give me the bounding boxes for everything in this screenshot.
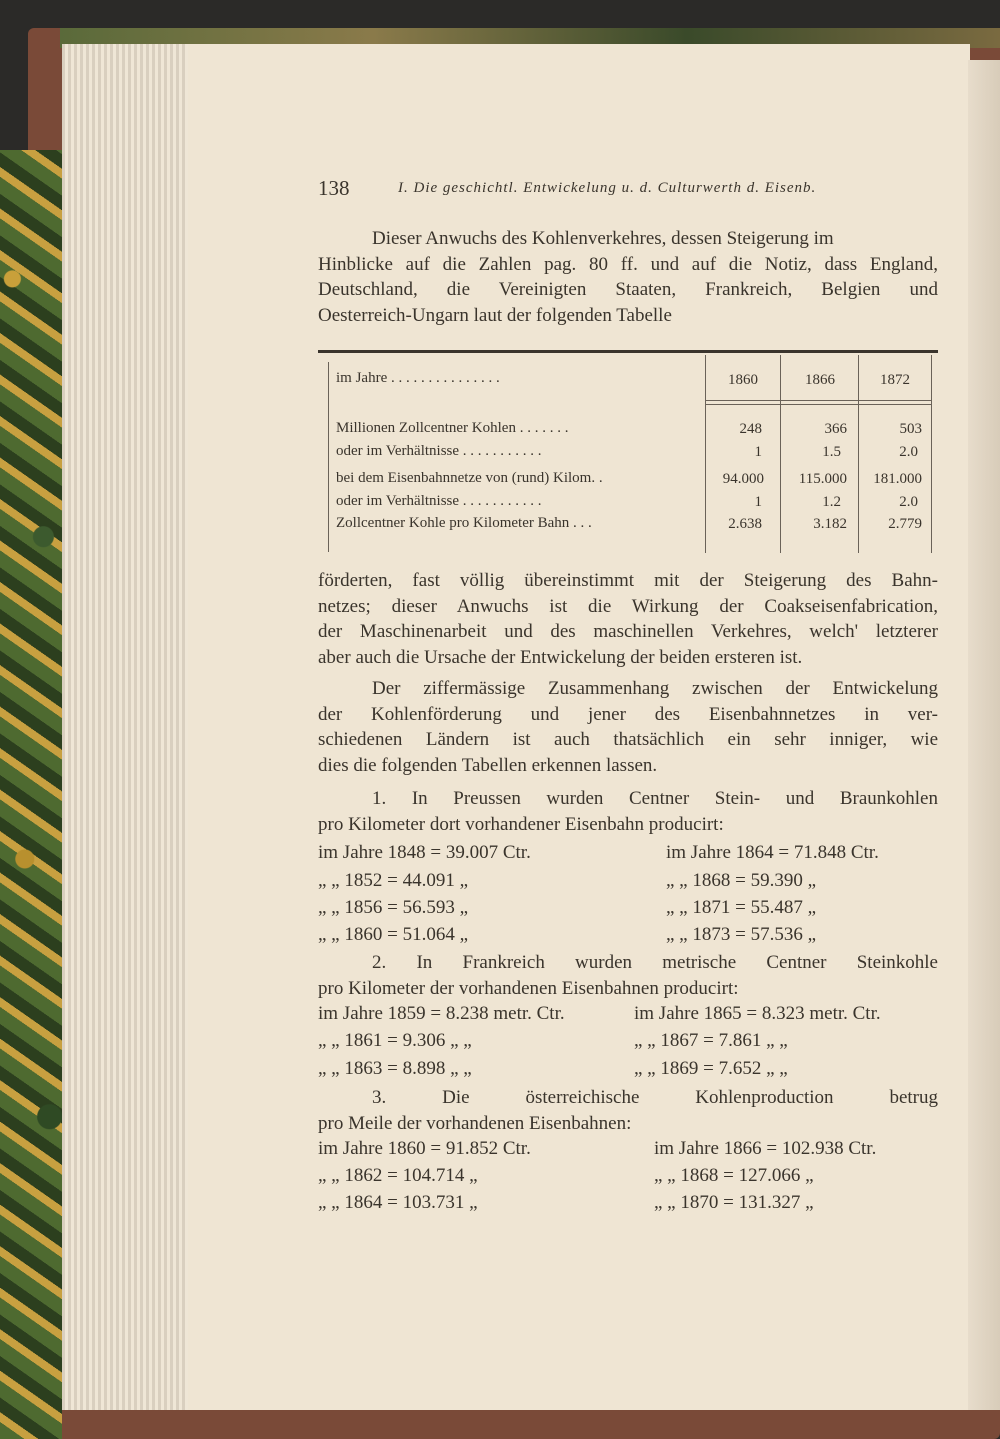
intro-paragraph (318, 226, 938, 328)
data-row (318, 897, 938, 923)
table-cell: 1.2 (822, 494, 841, 510)
page-edges (62, 44, 192, 1410)
table-year: 1866 (805, 372, 835, 388)
table-cell: 1 (754, 494, 762, 510)
table-cell: 1.5 (822, 444, 841, 460)
table-cell: 2.779 (888, 516, 922, 532)
data-left: „ „ 1862 = 104.714 „ (318, 1165, 478, 1186)
table-year: 1860 (728, 372, 758, 388)
table-col-divider (780, 355, 781, 553)
data-row (318, 870, 938, 896)
data-right: „ „ 1868 = 127.066 „ (654, 1165, 814, 1186)
table-top-rule (318, 350, 938, 353)
table-year: 1872 (880, 372, 910, 388)
table-col-divider (705, 355, 706, 553)
text-line: aber auch die Ursache der Entwickelung der beiden ersteren ist. (318, 646, 803, 668)
text-line: dies die folgenden Tabellen erkennen lassen. (318, 754, 658, 776)
facing-page-edge (968, 60, 1000, 1410)
table-cell: 503 (899, 421, 922, 437)
table-cell: 3.182 (813, 516, 847, 532)
data-left: im Jahre 1860 = 91.852 Ctr. (318, 1138, 531, 1159)
page-header (318, 176, 938, 206)
section-3-intro (318, 1085, 938, 1136)
text-line: Deutschland, die Vereinigten Staaten, Frankreich, Belgien und (318, 279, 938, 300)
table-col-divider (858, 355, 859, 553)
page-number: 138 (318, 176, 350, 200)
table-row-label: oder im Verhältnisse . . . . . . . . . . . (336, 443, 542, 459)
table-header-rule (705, 404, 931, 405)
body-paragraph (318, 676, 938, 778)
data-right: „ „ 1873 = 57.536 „ (666, 924, 817, 945)
text-line: 3. Die österreichische Kohlenproduction betrug (372, 1087, 938, 1108)
data-row (318, 1165, 938, 1191)
data-row (318, 1138, 938, 1164)
data-left: „ „ 1860 = 51.064 „ (318, 924, 469, 945)
table-row-label: oder im Verhältnisse . . . . . . . . . . . (336, 493, 542, 509)
table-cell: 115.000 (798, 471, 847, 487)
table-cell: 2.638 (728, 516, 762, 532)
data-right: „ „ 1867 = 7.861 „ „ (634, 1030, 788, 1051)
data-left: „ „ 1864 = 103.731 „ (318, 1192, 478, 1213)
data-right: „ „ 1870 = 131.327 „ (654, 1192, 814, 1213)
text-line: 1. In Preussen wurden Centner Stein- und Braunkohlen (372, 788, 938, 809)
table-cell: 94.000 (722, 471, 764, 487)
table-col-divider (328, 362, 329, 552)
text-line: Hinblicke auf die Zahlen pag. 80 ff. und auf die Notiz, dass England, (318, 253, 938, 275)
text-line: förderten, fast völlig übereinstimmt mit der Steigerung des Bahn- (318, 570, 938, 591)
data-row (318, 1058, 938, 1084)
text-line: der Maschinenarbeit und des maschinellen Verkehres, welch' letzterer (318, 621, 938, 642)
data-left: „ „ 1861 = 9.306 „ „ (318, 1030, 472, 1051)
text-line: der Kohlenförderung und jener des Eisenbahnnetzes in ver- (318, 703, 938, 725)
table-header-rule (705, 400, 931, 401)
text-line: 2. In Frankreich wurden metrische Centner Steinkohle (372, 952, 938, 973)
table-header-label: im Jahre . . . . . . . . . . . . . . . (336, 370, 500, 386)
text-line: schiedenen Ländern ist auch thatsächlich ein sehr inniger, wie (318, 729, 938, 750)
data-left: „ „ 1863 = 8.898 „ „ (318, 1058, 472, 1079)
marbled-board (0, 150, 62, 1439)
text-line: netzes; dieser Anwuchs ist die Wirkung der Coakseisenfabrication, (318, 595, 938, 617)
table-cell: 1 (754, 444, 762, 460)
data-right: im Jahre 1866 = 102.938 Ctr. (654, 1138, 877, 1159)
data-right: im Jahre 1864 = 71.848 Ctr. (666, 842, 879, 863)
data-left: im Jahre 1848 = 39.007 Ctr. (318, 842, 531, 863)
data-left: im Jahre 1859 = 8.238 metr. Ctr. (318, 1003, 565, 1024)
data-left: „ „ 1852 = 44.091 „ (318, 870, 469, 891)
data-right: „ „ 1869 = 7.652 „ „ (634, 1058, 788, 1079)
section-1-intro (318, 786, 938, 837)
body-paragraph (318, 568, 938, 670)
table-cell: 2.0 (899, 494, 918, 510)
table-cell: 181.000 (873, 471, 922, 487)
text-line: Dieser Anwuchs des Kohlenverkehres, dessen Steigerung im (372, 228, 834, 249)
table-row-label: bei dem Eisenbahnnetze von (rund) Kilom. . (336, 470, 603, 486)
table-col-divider (931, 355, 932, 553)
data-right: „ „ 1868 = 59.390 „ (666, 870, 817, 891)
table-cell: 248 (739, 421, 762, 437)
running-title: I. Die geschichtl. Entwickelung u. d. Culturwerth d. Eisenb. (398, 180, 817, 196)
section-2-intro (318, 950, 938, 1001)
data-left: „ „ 1856 = 56.593 „ (318, 897, 469, 918)
table-cell: 2.0 (899, 444, 918, 460)
text-line: Der ziffermässige Zusammenhang zwischen der Entwickelung (372, 678, 938, 699)
data-row (318, 1030, 938, 1056)
text-line: pro Kilometer der vorhandenen Eisenbahnen producirt: (318, 977, 739, 999)
data-right: „ „ 1871 = 55.487 „ (666, 897, 817, 918)
text-line: Oesterreich-Ungarn laut der folgenden Tabelle (318, 304, 672, 326)
table-row-label: Zollcentner Kohle pro Kilometer Bahn . . . (336, 515, 592, 531)
data-row (318, 924, 938, 950)
text-line: pro Meile der vorhandenen Eisenbahnen: (318, 1112, 632, 1134)
table-row-label: Millionen Zollcentner Kohlen . . . . . . . (336, 420, 569, 436)
data-row (318, 1003, 938, 1029)
data-right: im Jahre 1865 = 8.323 metr. Ctr. (634, 1003, 881, 1024)
data-row (318, 1192, 938, 1218)
text-line: pro Kilometer dort vorhandener Eisenbahn producirt: (318, 813, 724, 835)
data-row (318, 842, 938, 868)
table-cell: 366 (824, 421, 847, 437)
